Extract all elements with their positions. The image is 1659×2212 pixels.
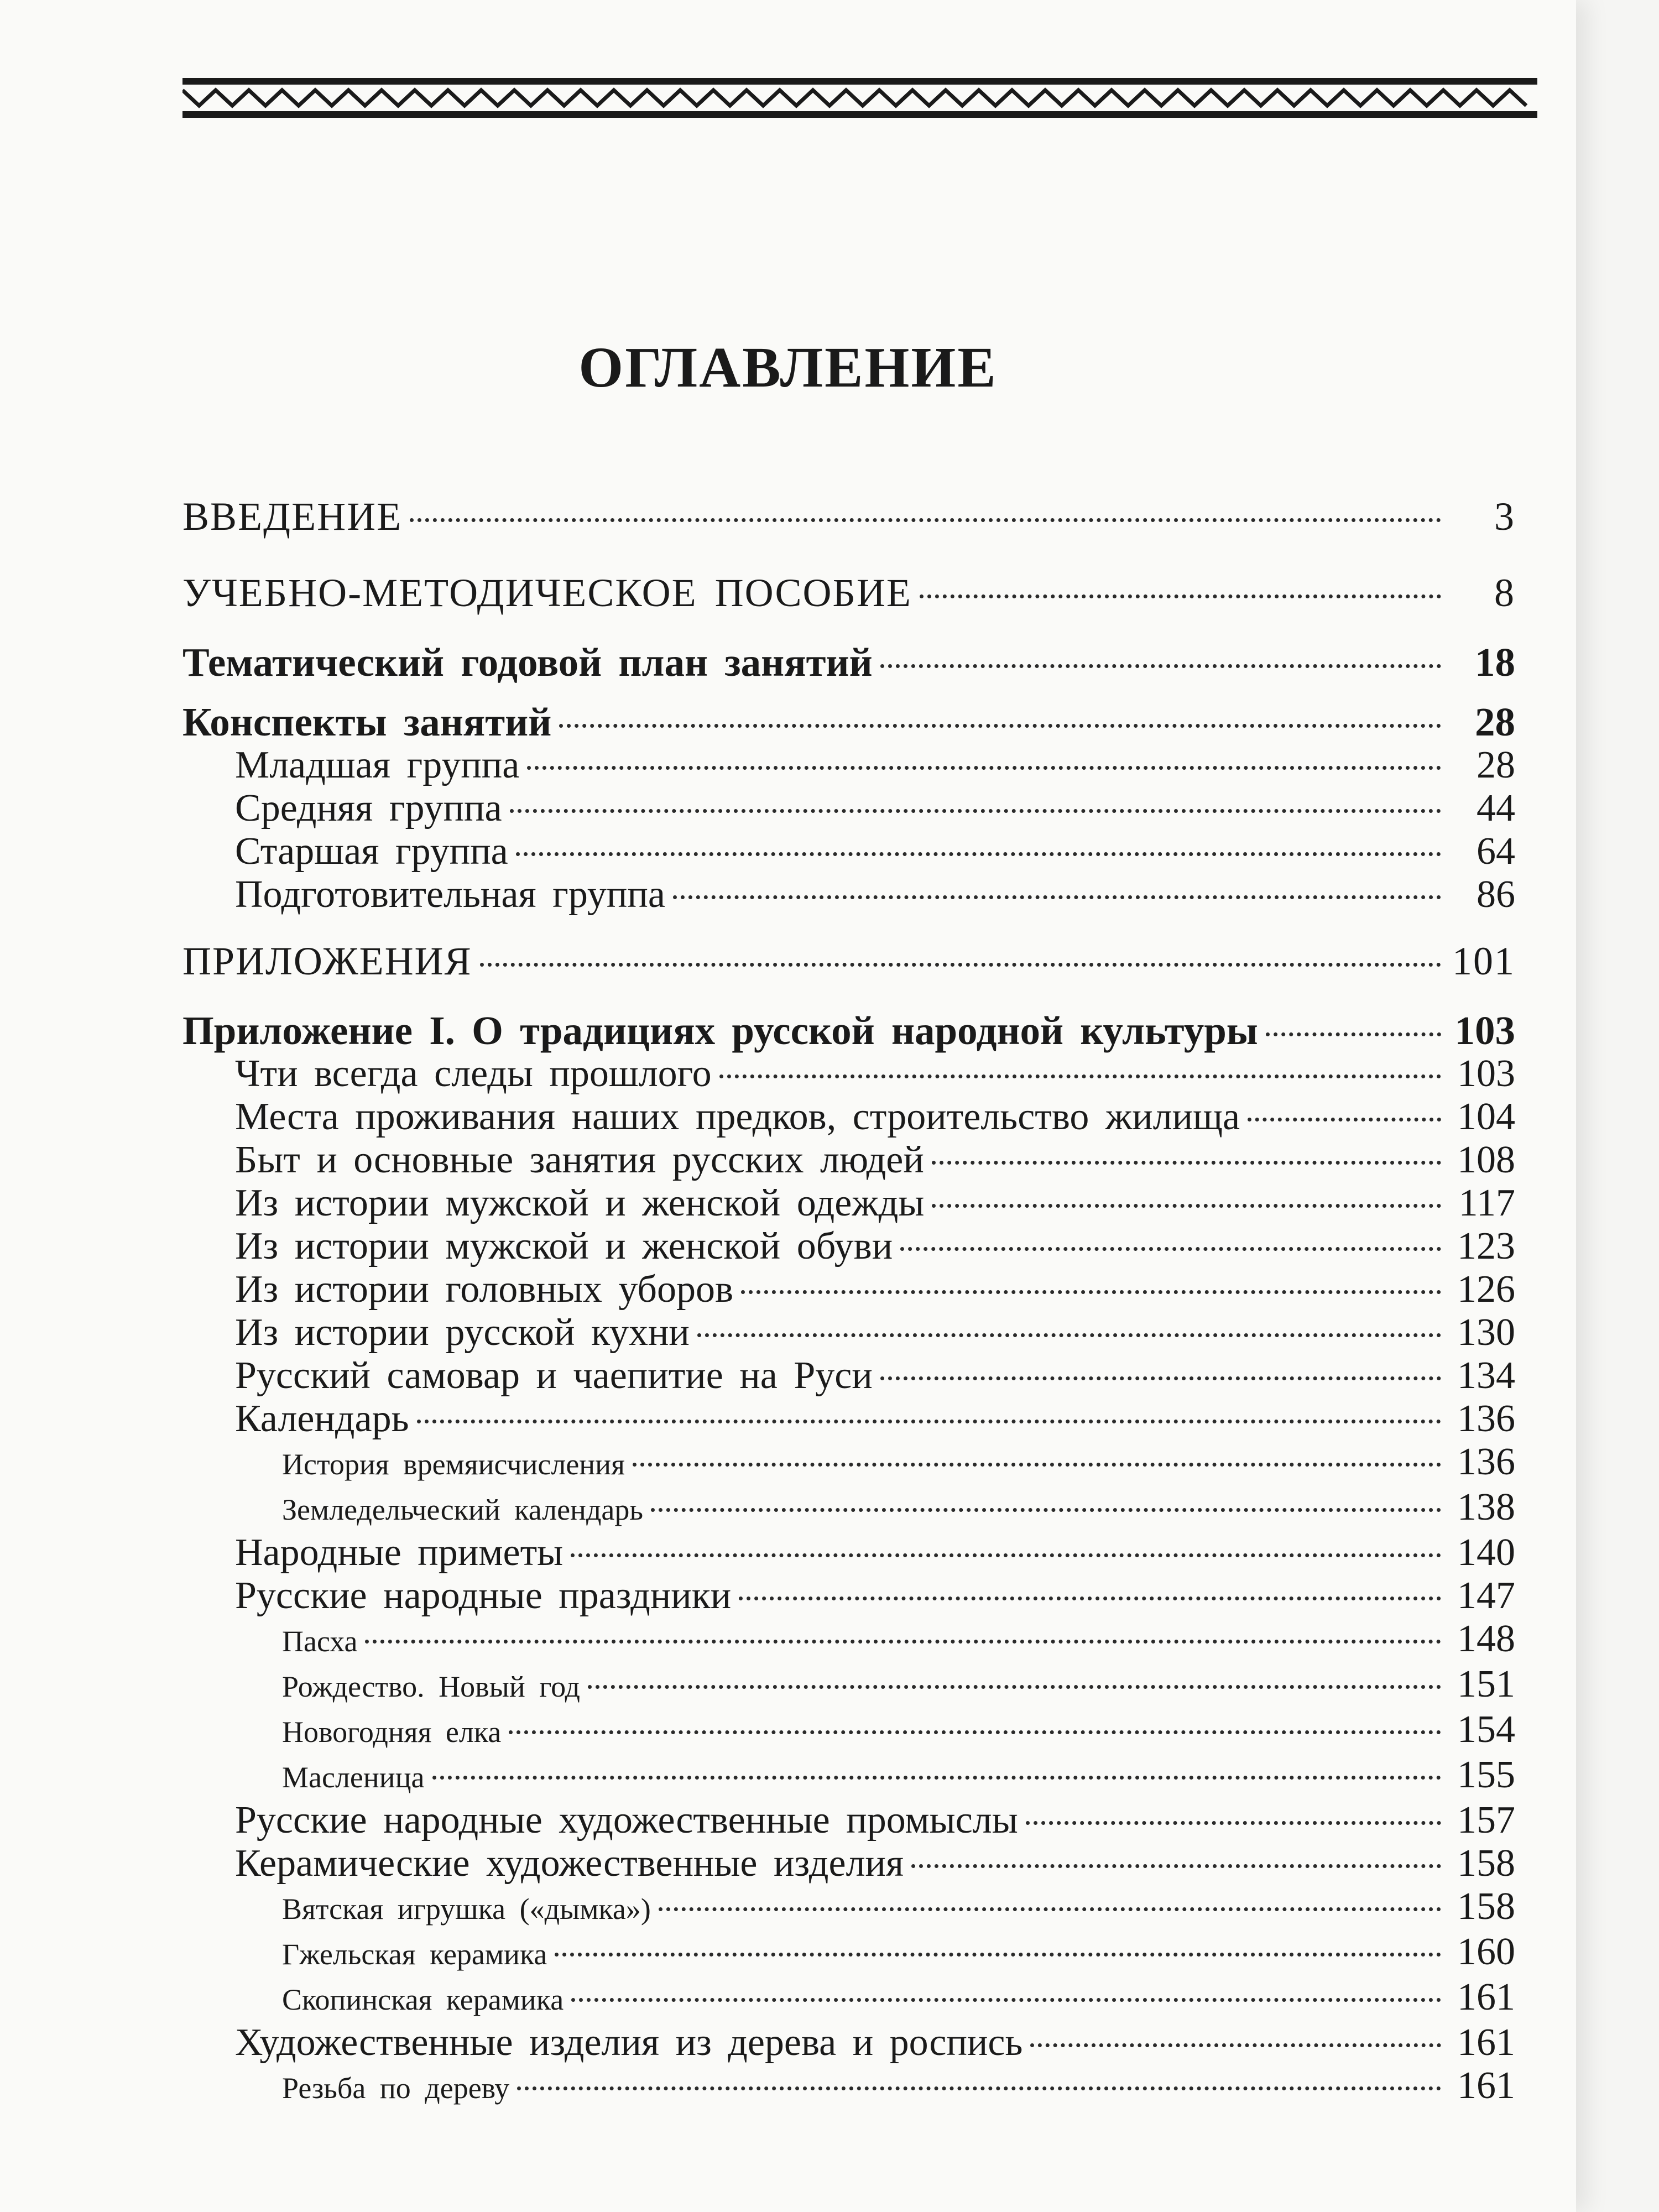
toc-entry xyxy=(182,744,1515,787)
toc-page-number: 158 xyxy=(1457,1842,1515,1885)
toc-page-number: 161 xyxy=(1457,2021,1515,2064)
toc-entry xyxy=(182,495,1515,538)
toc-entry-label: Пасха xyxy=(282,1625,358,1658)
dot-leader xyxy=(517,2086,1441,2090)
toc-entry xyxy=(182,1618,1515,1663)
toc-entry-label: Из истории головных уборов xyxy=(235,1268,734,1311)
dot-leader xyxy=(920,594,1441,598)
toc-entry-label: Из истории мужской и женской одежды xyxy=(235,1182,925,1224)
decorative-header-border xyxy=(182,75,1537,124)
toc-entry-label: Русские народные праздники xyxy=(235,1574,732,1617)
toc-page-number: 8 xyxy=(1494,571,1515,615)
dot-leader xyxy=(432,1776,1441,1780)
toc-entry xyxy=(182,1799,1515,1842)
toc-entry xyxy=(182,2021,1515,2064)
toc-page-number: 103 xyxy=(1457,1052,1515,1095)
toc-entry-label: Новогодняя елка xyxy=(282,1715,502,1749)
toc-entry-label: Русский самовар и чаепитие на Руси xyxy=(235,1354,873,1397)
toc-entry xyxy=(182,1441,1515,1486)
dot-leader xyxy=(509,1730,1441,1734)
table-of-contents xyxy=(182,495,1515,2110)
toc-page-number: 126 xyxy=(1457,1268,1515,1311)
toc-page-number: 148 xyxy=(1457,1618,1515,1660)
toc-page-number: 103 xyxy=(1454,1008,1515,1053)
toc-page-number: 101 xyxy=(1452,939,1515,983)
toc-entry-label: ВВЕДЕНИЕ xyxy=(182,494,403,539)
dot-leader xyxy=(739,1597,1441,1600)
dot-leader xyxy=(510,809,1441,813)
toc-page-number: 104 xyxy=(1457,1095,1515,1138)
toc-entry-label: Художественные изделия из дерева и роспись xyxy=(235,2021,1023,2064)
dot-leader xyxy=(555,1953,1441,1957)
toc-entry xyxy=(182,1842,1515,1885)
dot-leader xyxy=(880,664,1441,668)
toc-entry xyxy=(182,1931,1515,1976)
toc-entry-label: Приложение I. О традициях русской народной культуры xyxy=(182,1008,1258,1053)
toc-page-number: 161 xyxy=(1457,2064,1515,2107)
toc-entry xyxy=(182,1708,1515,1754)
dot-leader xyxy=(1266,1032,1441,1036)
toc-entry xyxy=(182,940,1515,983)
toc-entry xyxy=(182,2064,1515,2110)
dot-leader xyxy=(559,724,1441,728)
toc-page-number: 64 xyxy=(1477,830,1515,873)
toc-entry-label: УЧЕБНО-МЕТОДИЧЕСКОЕ ПОСОБИЕ xyxy=(182,571,912,615)
dot-leader xyxy=(900,1247,1441,1251)
toc-entry-label: Младшая группа xyxy=(235,744,520,786)
dot-leader xyxy=(673,895,1441,899)
toc-entry xyxy=(182,1531,1515,1574)
toc-entry xyxy=(182,1311,1515,1354)
toc-entry xyxy=(182,641,1515,684)
toc-entry xyxy=(182,1885,1515,1931)
toc-entry xyxy=(182,1268,1515,1311)
dot-leader xyxy=(410,518,1441,522)
toc-page-number: 161 xyxy=(1457,1976,1515,2018)
toc-entry-label: Из истории мужской и женской обуви xyxy=(235,1225,893,1267)
toc-entry xyxy=(182,1182,1515,1225)
toc-page-number: 86 xyxy=(1477,873,1515,916)
page-title: ОГЛАВЛЕНИЕ xyxy=(578,336,998,399)
toc-entry xyxy=(182,1052,1515,1095)
toc-entry-label: Народные приметы xyxy=(235,1531,564,1574)
toc-entry xyxy=(182,830,1515,873)
toc-entry-label: Вятская игрушка («дымка») xyxy=(282,1892,651,1926)
toc-entry xyxy=(182,873,1515,916)
toc-page-number: 140 xyxy=(1457,1531,1515,1574)
toc-page-number: 138 xyxy=(1457,1486,1515,1528)
toc-entry-label: Русские народные художественные промыслы xyxy=(235,1799,1018,1841)
toc-entry-label: ПРИЛОЖЕНИЯ xyxy=(182,939,472,983)
toc-page-number: 3 xyxy=(1494,494,1515,539)
dot-leader xyxy=(651,1508,1441,1512)
toc-entry-label: Земледельческий календарь xyxy=(282,1493,644,1526)
toc-page-number: 157 xyxy=(1457,1799,1515,1841)
toc-page-number: 147 xyxy=(1457,1574,1515,1617)
dot-leader xyxy=(480,963,1441,967)
dot-leader xyxy=(1030,2043,1441,2047)
dot-leader xyxy=(659,1907,1441,1911)
toc-entry-label: Средняя группа xyxy=(235,787,502,830)
toc-entry xyxy=(182,1486,1515,1531)
toc-entry-label: Из истории русской кухни xyxy=(235,1311,690,1354)
toc-entry-label: Календарь xyxy=(235,1397,409,1440)
toc-entry-label: Масленица xyxy=(282,1761,425,1794)
toc-page-number: 130 xyxy=(1457,1311,1515,1354)
dot-leader xyxy=(417,1420,1441,1423)
toc-entry xyxy=(182,1225,1515,1268)
toc-page-number: 158 xyxy=(1457,1885,1515,1928)
toc-entry-label: Рождество. Новый год xyxy=(282,1670,581,1703)
toc-entry-label: Старшая группа xyxy=(235,830,508,873)
dot-leader xyxy=(633,1463,1441,1467)
toc-entry xyxy=(182,701,1515,744)
toc-entry xyxy=(182,787,1515,830)
toc-page-number: 28 xyxy=(1477,744,1515,786)
dot-leader xyxy=(932,1204,1441,1208)
toc-entry xyxy=(182,1354,1515,1397)
dot-leader xyxy=(1248,1118,1441,1121)
toc-page-number: 44 xyxy=(1477,787,1515,830)
toc-entry-label: Конспекты занятий xyxy=(182,700,552,744)
toc-entry xyxy=(182,1397,1515,1441)
toc-entry xyxy=(182,1976,1515,2021)
toc-entry-label: Подготовительная группа xyxy=(235,873,665,916)
dot-leader xyxy=(365,1640,1441,1644)
dot-leader xyxy=(697,1333,1441,1337)
toc-page-number: 154 xyxy=(1457,1708,1515,1751)
dot-leader xyxy=(527,766,1441,770)
toc-page-number: 123 xyxy=(1457,1225,1515,1267)
toc-page-number: 155 xyxy=(1457,1754,1515,1796)
toc-entry-label: Резьба по дереву xyxy=(282,2072,510,2105)
toc-entry-label: Быт и основные занятия русских людей xyxy=(235,1139,924,1181)
toc-entry-label: Керамические художественные изделия xyxy=(235,1842,904,1885)
dot-leader xyxy=(911,1864,1441,1868)
toc-page-number: 160 xyxy=(1457,1931,1515,1973)
dot-leader xyxy=(719,1074,1441,1078)
toc-entry-label: История времяисчисления xyxy=(282,1448,625,1481)
toc-entry-label: Места проживания наших предков, строительство жилища xyxy=(235,1095,1240,1138)
toc-entry-label: Тематический годовой план занятий xyxy=(182,640,873,685)
toc-entry-label: Скопинская керамика xyxy=(282,1983,564,2016)
toc-page-number: 28 xyxy=(1475,700,1515,744)
toc-page-number: 151 xyxy=(1457,1663,1515,1705)
toc-entry xyxy=(182,1574,1515,1618)
toc-entry xyxy=(182,1095,1515,1139)
dot-leader xyxy=(588,1685,1441,1689)
toc-entry xyxy=(182,1754,1515,1799)
toc-page-number: 108 xyxy=(1457,1139,1515,1181)
dot-leader xyxy=(571,1553,1441,1557)
dot-leader xyxy=(571,1998,1441,2002)
toc-page-number: 134 xyxy=(1457,1354,1515,1397)
toc-entry xyxy=(182,1139,1515,1182)
toc-page-number: 136 xyxy=(1457,1441,1515,1483)
toc-page-number: 18 xyxy=(1475,640,1515,685)
toc-page-number: 136 xyxy=(1457,1397,1515,1440)
dot-leader xyxy=(741,1290,1441,1294)
toc-page-number: 117 xyxy=(1458,1182,1515,1224)
toc-entry xyxy=(182,1009,1515,1052)
dot-leader xyxy=(516,852,1441,856)
dot-leader xyxy=(932,1161,1441,1165)
toc-entry-label: Чти всегда следы прошлого xyxy=(235,1052,712,1095)
dot-leader xyxy=(880,1376,1441,1380)
toc-entry xyxy=(182,571,1515,614)
toc-entry-label: Гжельская керамика xyxy=(282,1938,547,1971)
toc-entry xyxy=(182,1663,1515,1708)
dot-leader xyxy=(1026,1821,1441,1825)
